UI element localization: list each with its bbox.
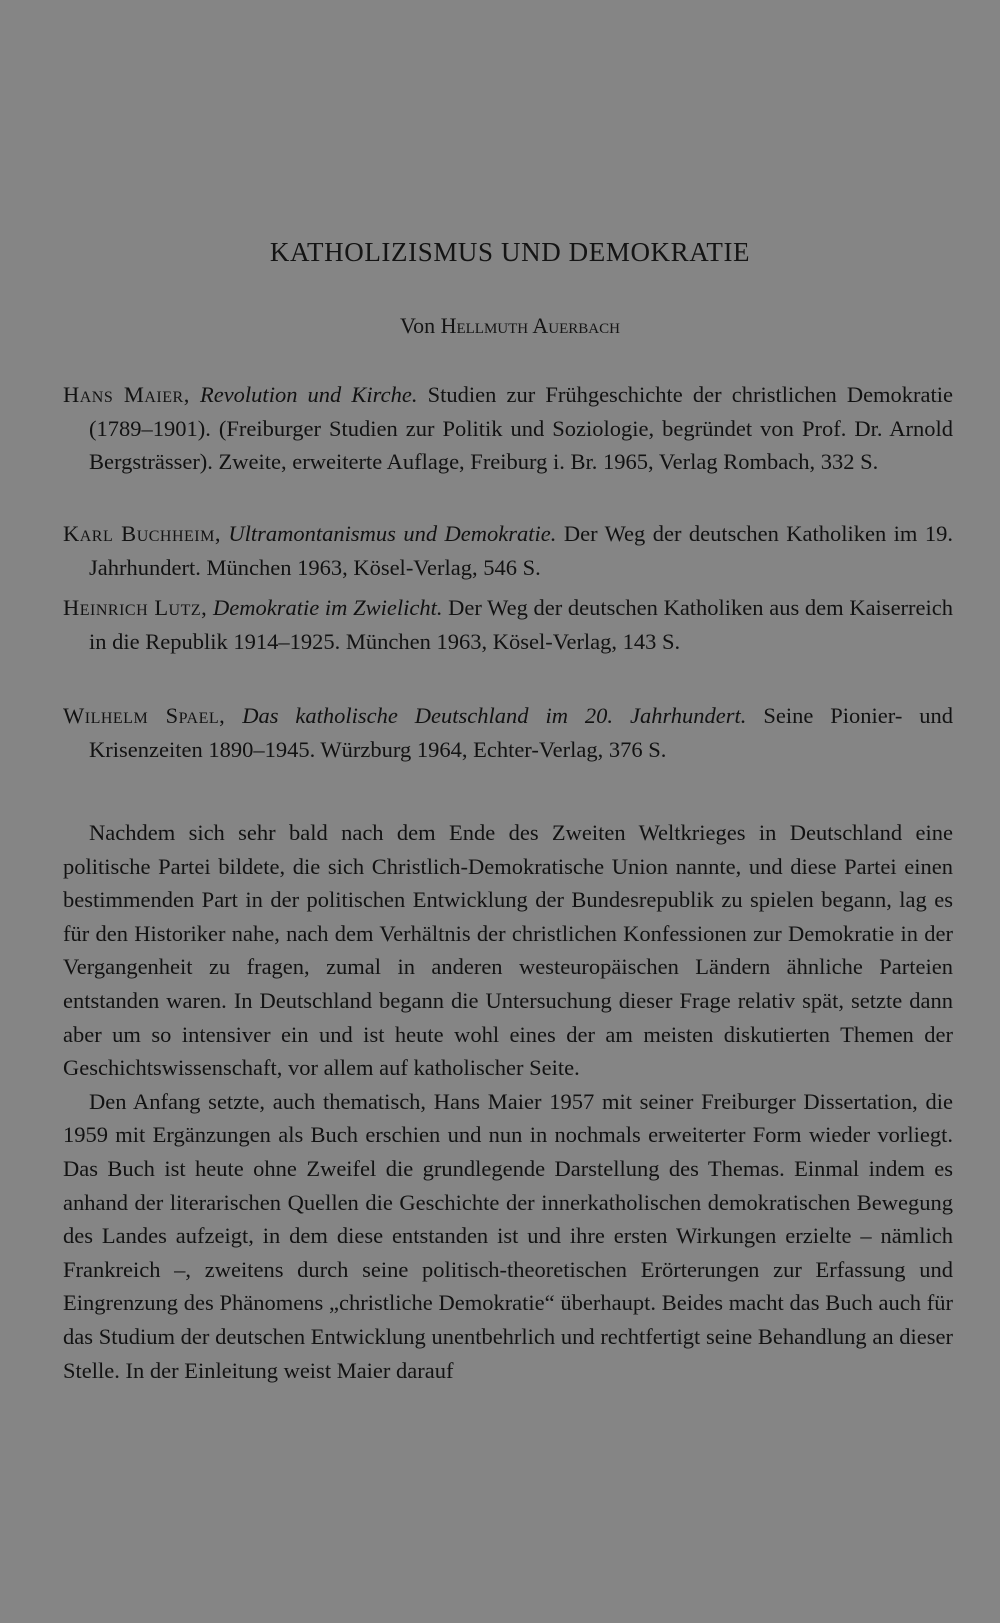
byline-author: Hellmuth Auerbach bbox=[440, 313, 620, 338]
bibliography-entry bbox=[63, 517, 953, 584]
bibliography-entry bbox=[63, 591, 953, 658]
bib-title: Ultramontanismus und Demokratie. bbox=[228, 521, 557, 546]
bib-title: Demokratie im Zwielicht. bbox=[212, 595, 443, 620]
paragraph: Nachdem sich sehr bald nach dem Ende des Zweiten Weltkrieges in Deutschland eine politische Partei bildete, die sich Christlich-Demokratische Union nannte, und diese Partei einen bestimmenden Part in der politischen Entwicklung der Bundesrepublik zu spielen begann, lag es für den Historiker nahe, nach dem Verhältnis der christlichen Konfessionen zur Demokratie in der Vergangenheit zu fragen, zumal in anderen westeuropäischen Ländern ähnliche Parteien entstanden waren. In Deutschland begann die Untersuchung dieser Frage relativ spät, setzte dann aber um so intensiver ein und ist heute wohl eines der am meisten diskutierten Themen der Geschichtswissenschaft, vor allem auf katholischer Seite. bbox=[63, 820, 953, 1081]
bib-details: Seine Pionier- und Krisenzeiten 1890–1945. Würzburg 1964, Echter-Verlag, 376 S. bbox=[89, 703, 954, 762]
bib-author: Karl Buchheim, bbox=[63, 521, 221, 546]
bib-title: Das katholische Deutschland im 20. Jahrhundert. bbox=[242, 703, 747, 728]
bib-details: Der Weg der deutschen Katholiken aus dem Kaiserreich in die Republik 1914–1925. München 1963, Kösel-Verlag, 143 S. bbox=[89, 595, 954, 654]
byline-prefix: Von bbox=[400, 313, 436, 338]
bibliography-entry bbox=[63, 699, 953, 766]
bib-title: Revolution und Kirche. bbox=[199, 382, 418, 407]
byline bbox=[0, 313, 1000, 339]
bib-details: Der Weg der deutschen Katholiken im 19. Jahrhundert. München 1963, Kösel-Verlag, 546 S. bbox=[89, 521, 953, 580]
body-text bbox=[63, 816, 953, 1387]
bib-author: Hans Maier, bbox=[63, 382, 190, 407]
bib-author: Heinrich Lutz, bbox=[63, 595, 208, 620]
bibliography-entry bbox=[63, 378, 953, 479]
paragraph: Den Anfang setzte, auch thematisch, Hans Maier 1957 mit seiner Freiburger Dissertation, die 1959 mit Ergänzungen als Buch erschien und nun in nochmals erweiterter Form wieder vorliegt. Das Buch ist heute ohne Zweifel die grundlegende Darstellung des Themas. Einmal indem es anhand der literarischen Quellen die Geschichte der innerkatholischen demokratischen Bewegung des Landes aufzeigt, in dem diese entstanden ist und ihre ersten Wirkungen erzielte – nämlich Frankreich –, zweitens durch seine politisch-theoretischen Erörterungen zur Erfassung und Eingrenzung des Phänomens „christliche Demokratie“ überhaupt. Beides macht das Buch auch für das Studium der deutschen Entwicklung unentbehrlich und rechtfertigt seine Behandlung an dieser Stelle. In der Einleitung weist Maier darauf bbox=[63, 1088, 953, 1383]
bib-details: Studien zur Frühgeschichte der christlichen Demokratie (1789–1901). (Freiburger Studien zur Politik und Soziologie, begründet von Prof. Dr. Arnold Bergsträsser). Zweite, erweiterte Auflage, Freiburg i. Br. 1965, Verlag Rombach, 332 S. bbox=[89, 382, 954, 474]
bib-author: Wilhelm Spael, bbox=[63, 703, 226, 728]
article-title: KATHOLIZISMUS UND DEMOKRATIE bbox=[269, 237, 751, 267]
